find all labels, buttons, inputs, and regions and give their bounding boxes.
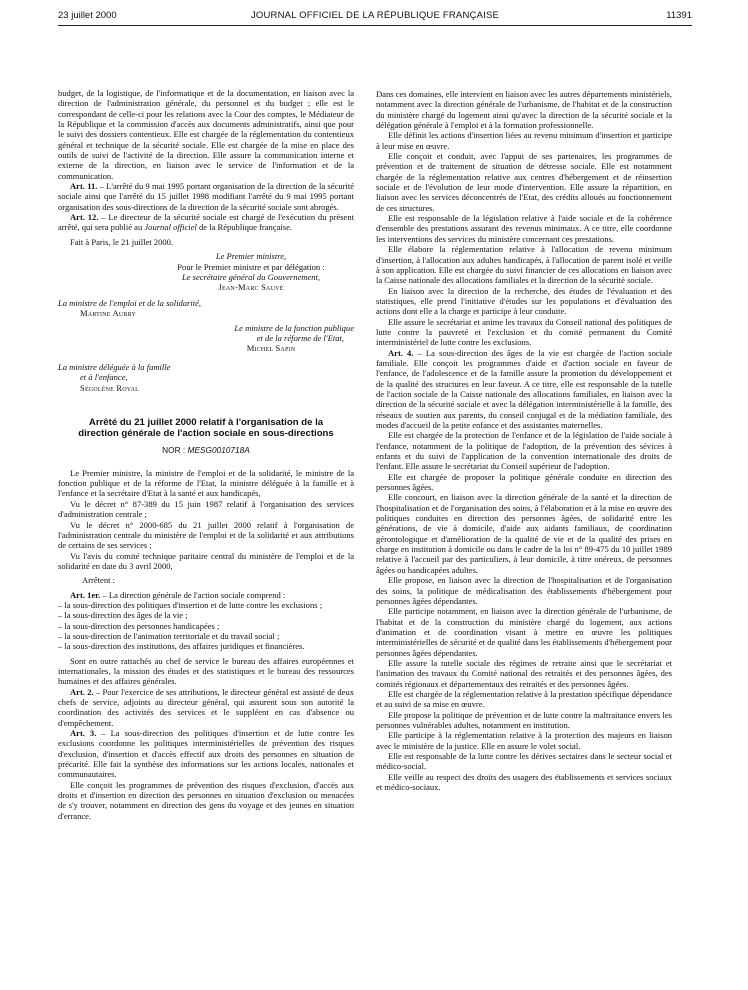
paragraph: Elle participe notamment, en liaison avec la direction générale de l'urbanisme, de l'habitat et de la construction du ministère chargé du logement, aux actions d'animation et de coordination visant à mettre en œuvre les politiques interministérielles de sécurité et de qualité dans les établissements d'hébergement pour personnes âgées dépendantes.	[376, 606, 672, 658]
signature-title: Le secrétaire général du Gouvernement,	[181, 271, 321, 282]
header-page-number: 11391	[666, 10, 692, 21]
paragraph: Elle est responsable de la législation relative à l'aide sociale et de la cohérence d'ensemble des prestations assurant des revenus minimaux. A ce titre, elle coordonne les interventions des services du ministère concernant ces prestations.	[376, 213, 672, 244]
journal-reference: Journal officiel	[144, 222, 197, 233]
article-text: – La sous-direction des âges de la vie est chargée de l'action sociale familiale. Elle conçoit les programmes d'aide et d'action sociale en faveur de l'enfance, de l'adolescence et de la famille assure la promotion du développement et de la qualité des structures en leur faveur. A ce titre, elle est responsable de la tutelle de l'action sociale de la Caisse nationale des allocations familiales, en liaison avec la direction de la sécurité sociale et avec la délégation interministérielle à la famille, des réseaux de soutien aux parents, du conseil conjugal et de la médiation familiale, des modes d'accueil de la petite enfance et des assistantes maternelles.	[376, 347, 673, 430]
signature-title: Le ministre de la fonction publique	[234, 322, 354, 333]
article-label: Art. 2.	[70, 686, 94, 697]
header-rule	[58, 25, 692, 26]
paragraph: Elle participe à la réglementation relative à la protection des majeurs en liaison avec le ministère de la justice. Elle en assure le volet social.	[376, 730, 672, 751]
paragraph: Elle est chargée de la réglementation relative à la prestation spécifique dépendance et au suivi de sa mise en œuvre.	[376, 688, 672, 710]
paragraph: Sont en outre rattachés au chef de service le bureau des affaires européennes et internationales, la mission des études et des statistiques et le bureau des ressources humaines et des affaires générales.	[58, 655, 354, 687]
list-item: – la sous-direction des personnes handicapées ;	[58, 620, 220, 631]
article-3	[58, 728, 354, 780]
page-header	[58, 10, 692, 24]
signature-title: La ministre de l'emploi et de la solidarité,	[58, 297, 201, 308]
visa: Vu le décret n° 87-389 du 15 juin 1987 relatif à l'organisation des services d'administration centrale ;	[58, 498, 354, 520]
paragraph: Elle élabore la réglementation relative à l'allocation de revenu minimum d'insertion, à l'allocation aux adultes handicapés, à l'allocation de parent isolé et veille à son application. Elle est chargée du suivi financier de ces allocations en liaison avec la Caisse nationale des allocations familiales et la direction de la sécurité sociale.	[376, 244, 672, 286]
paragraph: Elle est responsable de la lutte contre les dérives sectaires dans le secteur social et médico-social.	[376, 751, 672, 772]
visa: Vu le décret n° 2000-685 du 21 juillet 2000 relatif à l'organisation de l'administration centrale du ministère de l'emploi et de la solidarité et aux attributions de certains de ses services ;	[58, 519, 354, 551]
signatory-name: Jean-Marc Sauvé	[218, 282, 284, 293]
signature-title: Le Premier ministre,	[215, 251, 287, 262]
signature-block	[58, 251, 354, 393]
decree-title: Arrêté du 21 juillet 2000 relatif à l'organisation de la direction générale de l'action sociale en sous-directions	[78, 417, 334, 440]
paragraph: budget, de la logistique, de l'informatique et de la documentation, en liaison avec la direction de l'administration générale, du personnel et du budget ; elle est le correspondant de celle-ci pour les relations avec la Cour des comptes, le Médiateur de la République et la commission d'accès aux documents administratifs, ainsi que pour le suivi des dossiers contentieux. Elle est chargée de la réglementation du contentieux général et technique de la sécurité sociale. Elle est chargée de la mise en place des outils de suivi de l'activité de la direction. Elle assure la communication interne et externe de la direction, en liaison avec le service de l'information et de la communication.	[58, 88, 354, 181]
article-text: – La direction générale de l'action sociale comprend :	[100, 589, 286, 600]
signatory-name: Michel Sapin	[246, 343, 296, 354]
signature-title: et à l'enfance,	[80, 372, 128, 383]
paragraph: En liaison avec la direction de la recherche, des études de l'évaluation et des statistiques, elle prend l'initiative d'études sur les populations et d'évaluation des actions dont elle a la charge et participe à leur conduite.	[376, 285, 672, 317]
article-label: Art. 4.	[388, 347, 414, 358]
nor-reference	[58, 445, 354, 455]
subdirection-list	[58, 600, 354, 652]
arretent: Arrêtent :	[82, 575, 115, 586]
article-label: Art. 3.	[70, 728, 97, 739]
article-text: – Pour l'exercice de ses attributions, le directeur général est assisté de deux chefs de service, adjoints au directeur général, qui assurent sous son autorité la coordination des activités des services et le suppléent en cas d'absence ou d'empêchement.	[58, 686, 354, 728]
paragraph: Elle concourt, en liaison avec la direction générale de la santé et la direction de l'hospitalisation et de l'organisation des soins, à l'élaboration et à la mise en œuvre des politiques conduites en direction des personnes âgées, de solidarité entre les générations, de vie à domicile, d'aide aux aidants familiaux, de coordination gérontologique et d'amélioration de la qualité de vie et de la qualité des prises en charge en institution à domicile ou dans le cadre de la loi n° 89-475 du 10 juillet 1989 relative à l'accueil par des particuliers, à leur domicile, à titre onéreux, de personnes âgées ou handicapées adultes.	[376, 492, 672, 575]
left-column	[58, 88, 354, 821]
header-date: 23 juillet 2000	[58, 10, 117, 21]
article-label: Art. 12.	[70, 212, 99, 223]
article-label: Art. 1er.	[70, 589, 101, 600]
paragraph: Elle est chargée de la protection de l'enfance et de la législation de l'aide sociale à l'enfance, notamment de la politique de l'adoption, de la prévention des sévices à enfants et du suivi de l'application de la convention internationale des droits de l'enfant. Elle assure le secrétariat du Conseil supérieur de l'adoption.	[376, 430, 672, 472]
visa: Vu l'avis du comité technique paritaire central du ministère de l'emploi et de la solidarité en date du 3 avril 2000,	[58, 550, 354, 571]
signatory-name: Martine Aubry	[80, 308, 137, 319]
list-item: – la sous-direction des âges de la vie ;	[58, 610, 188, 621]
paragraph: Elle propose la politique de prévention et de lutte contre la maltraitance envers les personnes vulnérables adultes, notamment en institution.	[376, 709, 672, 730]
paragraph: Dans ces domaines, elle intervient en liaison avec les autres départements ministériels, notamment avec la direction générale de l'urbanisme, de l'habitat et de la construction du ministère chargé du logement ainsi qu'avec la direction de la sécurité sociale et la délégation générale à l'emploi et à la formation professionnelle.	[376, 89, 672, 131]
article-text: – Le directeur de la sécurité sociale est chargé de l'exécution du présent arrêté, qui sera publié au	[58, 212, 354, 233]
right-column	[376, 89, 672, 792]
article-2	[58, 687, 354, 728]
signature-title: et de la réforme de l'Etat,	[256, 333, 344, 343]
paragraph: Elle est chargée de proposer la politique générale conduite en direction des personnes âgées.	[376, 471, 672, 493]
paragraph: Elle assure le secrétariat et anime les travaux du Conseil national des politiques de lutte contre la pauvreté et l'exclusion et du comité permanent du Comité interministériel de lutte contre les exclusions.	[376, 316, 672, 348]
header-journal-title: JOURNAL OFFICIEL DE LA RÉPUBLIQUE FRANÇAISE	[250, 10, 500, 21]
signatory-name: Ségolène Royal	[80, 382, 140, 393]
nor-label: NOR :	[162, 445, 188, 456]
paragraph: Elle définit les actions d'insertion liées au revenu minimum d'insertion et participe à leur mise en œuvre.	[376, 130, 672, 151]
article-4	[376, 348, 672, 431]
article-text: – La sous-direction des politiques d'insertion et de lutte contre les exclusions coordonne les politiques interministérielles de prévention des risques d'exclusion, d'insertion et d'accès effectif aux droits des personnes en situation de précarité. Elle fait la synthèse des informations sur les actions locales, nationales et communautaires.	[58, 728, 354, 780]
signature-title: Pour le Premier ministre et par délégation :	[177, 261, 325, 272]
article-text: – L'arrêté du 9 mai 1995 portant organisation de la direction de la sécurité sociale ainsi que l'arrêté du 15 juillet 1998 modifiant l'arrêté du 9 mai 1995 portant organisation des sous-directions de la direction de la sécurité sociale sont abrogés.	[58, 181, 354, 212]
article-11	[58, 181, 354, 212]
paragraph: Le Premier ministre, la ministre de l'emploi et de la solidarité, le ministre de la fonction publique et de la réforme de l'Etat, la ministre déléguée à la famille et à l'enfance et la secrétaire d'Etat à la santé et aux handicapés,	[58, 467, 354, 499]
article-1	[58, 590, 354, 600]
paragraph: Elle assure la tutelle sociale des régimes de retraite ainsi que le secrétariat et l'animation des travaux du Comité national des retraités et des personnes âgées, des comités régionaux et départementaux des retraités et des personnes âgées.	[376, 657, 672, 689]
paragraph: Elle conçoit et conduit, avec l'appui de ses partenaires, les programmes de prévention et de traitement de situation de détresse sociale. Elle est notamment chargée de la réglementation relative aux centres d'hébergement et de réinsertion sociale et de l'évolution de leur mode d'intervention. Elle assure la répartition, en liaison avec les services déconcentrés de l'Etat, des crédits alloués au fonctionnement de ces structures.	[376, 151, 672, 213]
article-text: de la République française.	[196, 222, 293, 233]
nor-value: MESG0010718A	[187, 445, 250, 456]
list-item: – la sous-direction de l'animation territoriale et du travail social ;	[58, 630, 280, 641]
signature-title: La ministre déléguée à la famille	[58, 361, 171, 372]
paragraph: Elle conçoit les programmes de prévention des risques d'exclusion, d'accès aux droits et d'insertion en direction des personnes en situation d'exclusion ou menacées de s'y trouver, notamment en direction des gens du voyage et des jeunes en situation d'errance.	[58, 779, 354, 821]
fait-a-paris: Fait à Paris, le 21 juillet 2000.	[70, 236, 174, 247]
paragraph: Elle veille au respect des droits des usagers des établissements et services sociaux et médico-sociaux.	[376, 771, 672, 793]
list-item: – la sous-direction des politiques d'insertion et de lutte contre les exclusions ;	[58, 599, 323, 610]
article-12	[58, 212, 354, 233]
paragraph: Elle propose, en liaison avec la direction de l'hospitalisation et de l'organisation des soins, la politique de médicalisation des établissements d'hébergement pour personnes âgées dépendantes.	[376, 575, 672, 606]
article-label: Art. 11.	[70, 181, 98, 192]
list-item: – la sous-direction des institutions, des affaires juridiques et financières.	[58, 641, 305, 652]
